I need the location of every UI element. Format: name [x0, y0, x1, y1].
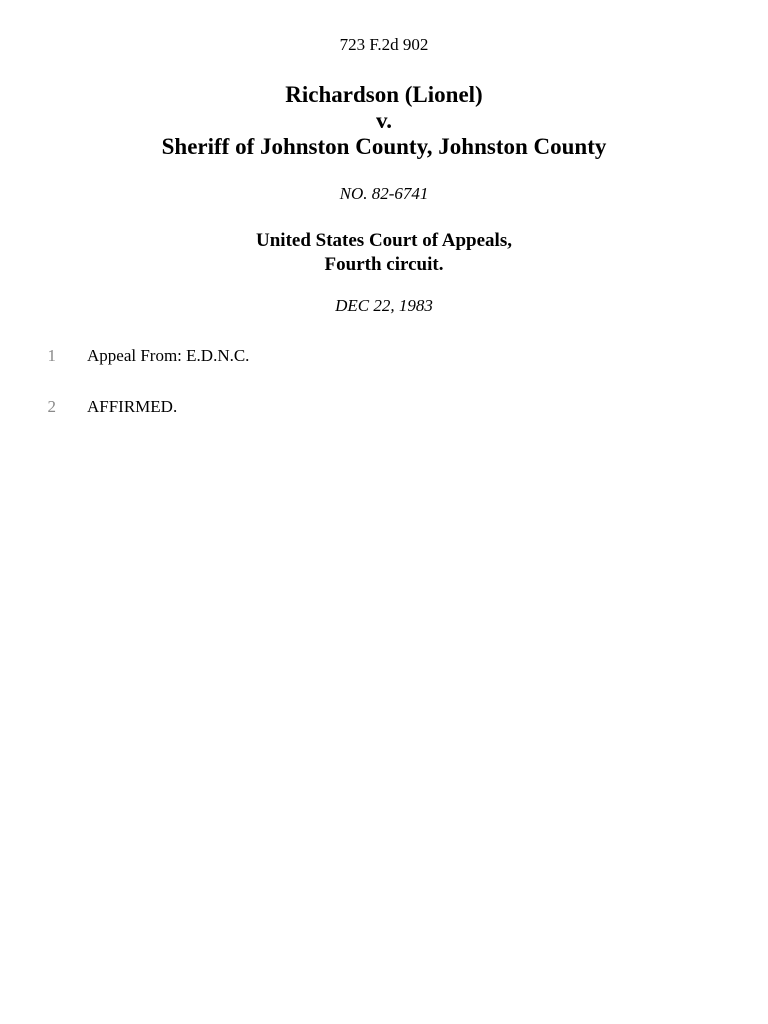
paragraph-number: 1: [47, 346, 56, 365]
paragraph-text: Appeal From: E.D.N.C.: [87, 346, 250, 365]
case-citation: 723 F.2d 902: [339, 35, 429, 54]
case-title: [0, 82, 768, 160]
case-title-petitioner: Richardson (Lionel): [285, 82, 483, 107]
case-title-respondent: Sheriff of Johnston County, Johnston County: [161, 134, 607, 159]
court-name: [0, 229, 768, 277]
court-name-line-2: Fourth circuit.: [324, 254, 444, 275]
court-name-line-1: United States Court of Appeals,: [256, 230, 512, 251]
docket-number: NO. 82-6741: [339, 184, 429, 203]
paragraph-number: 2: [47, 397, 56, 416]
decision-date: DEC 22, 1983: [335, 296, 433, 315]
case-title-versus: v.: [376, 108, 392, 133]
paragraph-text: AFFIRMED.: [87, 397, 178, 416]
